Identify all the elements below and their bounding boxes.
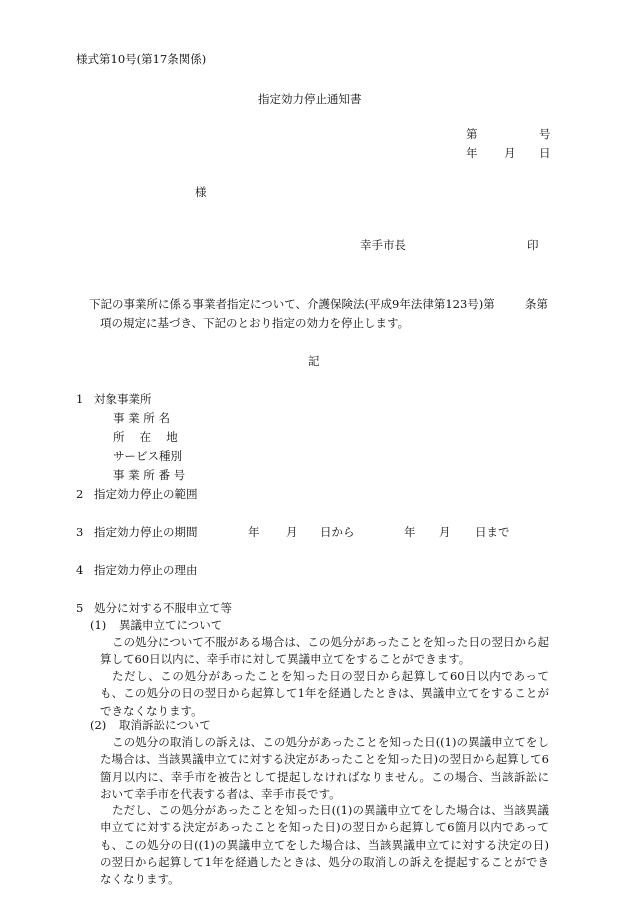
item-2-label: 指定効力停止の範囲	[94, 487, 198, 501]
item-2-number: 2	[76, 487, 84, 501]
sub-2-label: 取消訴訟について	[119, 718, 211, 732]
period-start-year: 年	[248, 525, 260, 539]
period-end-day: 日まで	[475, 525, 510, 539]
document-title: 指定効力停止通知書	[258, 92, 362, 106]
period-start-month: 月	[286, 525, 298, 539]
sub-2-paragraph-2: ただし、この処分があったことを知った日((1)の異議申立てをした場合は、当該異議申立てに対する決定があったことを知った日)の翌日から起算して6箇月以内であっても、この処分の日((1)の異議申立てをした場合は、当該異議申立てに対する決定の日)の翌日から起算して1年を経過したときは、処分の取消しの訴えを提起することができなくなります。	[100, 803, 549, 887]
intro-line-1-article: 条第	[525, 297, 548, 311]
intro-line-1: 下記の事業所に係る事業者指定について、介護保険法(平成9年法律第123号)第	[89, 297, 495, 311]
addressee-suffix: 様	[195, 185, 207, 199]
ki-heading: 記	[308, 354, 320, 368]
item-1-label: 対象事業所	[94, 392, 152, 406]
sub-2-paragraph-1: この処分の取消しの訴えは、この処分があったことを知った日((1)の異議申立てをした場合は、当該異議申立てに対する決定があったことを知った日)の翌日から起算して6箇月以内に、幸手市を被告として提起しなければなりません。この場合、当該訴訟において幸手市を代表する者は、幸手市長です。	[100, 735, 549, 801]
item-1-number: 1	[76, 392, 84, 406]
sub-1-number: (1)	[90, 618, 107, 632]
form-number: 様式第10号(第17条関係)	[76, 52, 207, 66]
field-office-name: 事 業 所 名	[113, 411, 170, 425]
sub-1-paragraph-2: ただし、この処分があったことを知った日の翌日から起算して60日以内であっても、この処分の日の翌日から起算して1年を経過したときは、異議申立てをすることができなくなります。	[100, 669, 549, 718]
seal-mark: 印	[527, 238, 539, 252]
date-year: 年	[466, 146, 478, 160]
item-3-label: 指定効力停止の期間	[94, 525, 198, 539]
period-end-month: 月	[439, 525, 451, 539]
document-number-prefix: 第	[466, 127, 478, 141]
period-end-year: 年	[404, 525, 416, 539]
item-4-number: 4	[76, 563, 84, 577]
issuer-name: 幸手市長	[360, 238, 406, 252]
date-month: 月	[504, 146, 516, 160]
document-number-suffix: 号	[539, 127, 551, 141]
item-5-number: 5	[76, 601, 84, 615]
sub-2-number: (2)	[90, 718, 107, 732]
field-service-type: サービス種別	[113, 449, 182, 463]
item-5-label: 処分に対する不服申立て等	[94, 601, 232, 615]
period-start-day: 日から	[320, 525, 355, 539]
sub-1-paragraph-1: この処分について不服がある場合は、この処分があったことを知った日の翌日から起算して60日以内に、幸手市に対して異議申立てをすることができます。	[100, 635, 549, 667]
intro-line-2: 項の規定に基づき、下記のとおり指定の効力を停止します。	[100, 316, 410, 330]
item-3-number: 3	[76, 525, 84, 539]
sub-1-label: 異議申立てについて	[119, 618, 223, 632]
date-day: 日	[539, 146, 551, 160]
field-office-number: 事 業 所 番 号	[113, 468, 186, 482]
field-address: 所 在 地	[113, 430, 178, 444]
item-4-label: 指定効力停止の理由	[94, 563, 198, 577]
